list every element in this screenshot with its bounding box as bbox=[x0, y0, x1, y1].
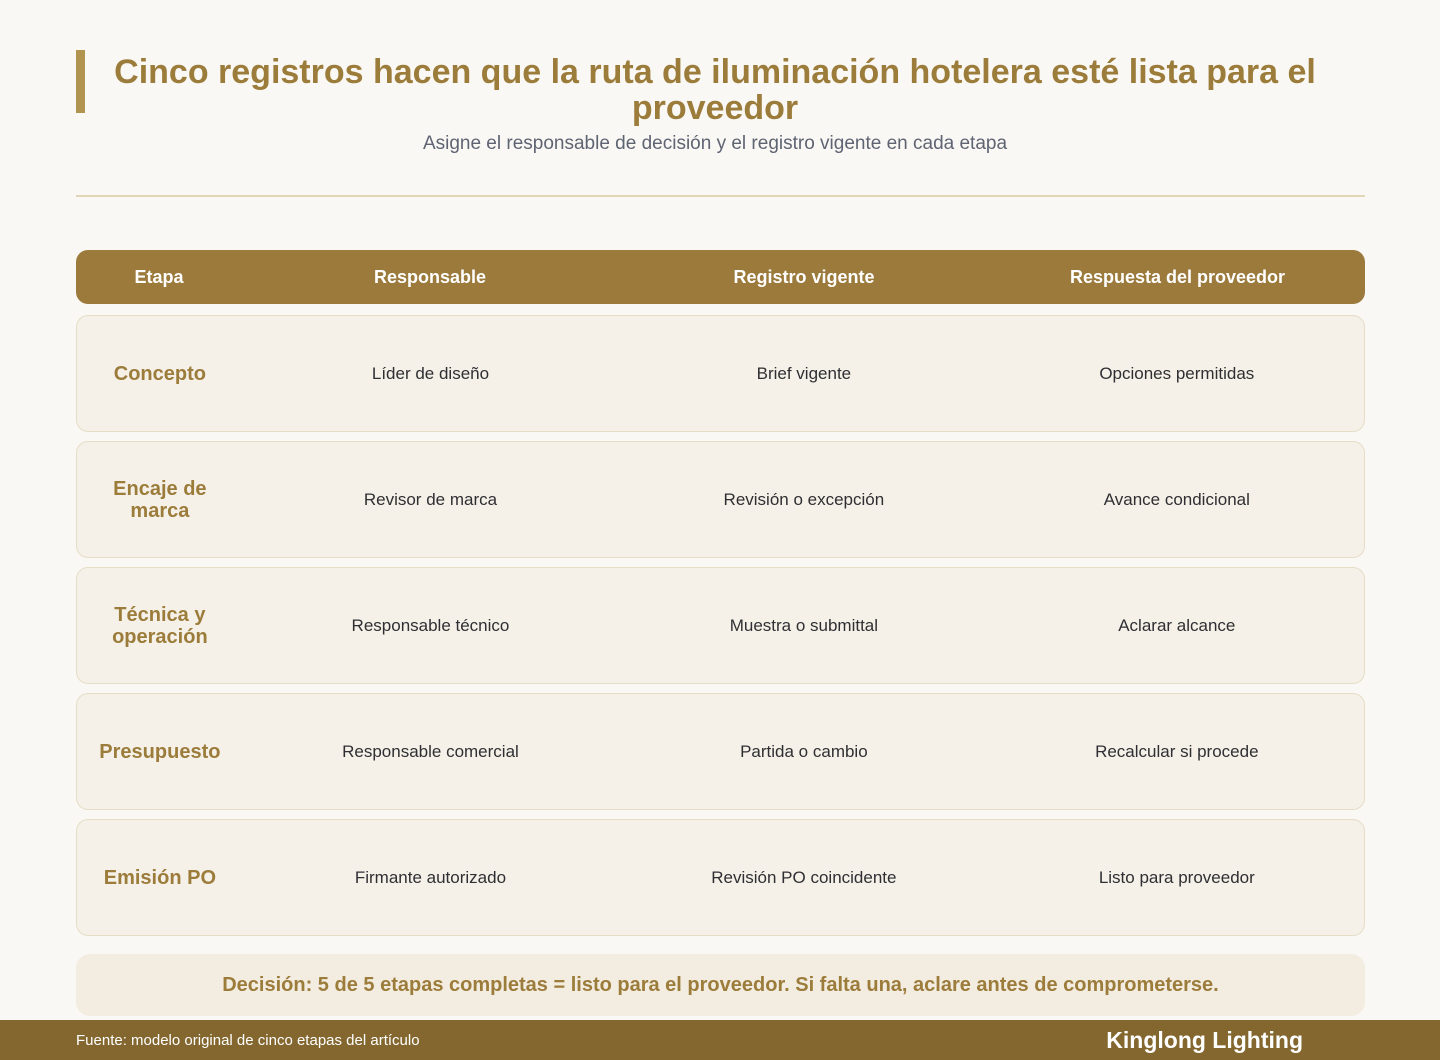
table-row bbox=[76, 441, 1365, 558]
source-note: Fuente: modelo original de cinco etapas del artículo bbox=[76, 1032, 420, 1049]
stage-label: Emisión PO bbox=[103, 866, 216, 889]
page-subtitle: Asigne el responsable de decisión y el registro vigente en cada etapa bbox=[422, 133, 1008, 154]
record-cell: Partida o cambio bbox=[740, 741, 868, 761]
stage-label: Técnica y operación bbox=[112, 603, 208, 648]
owner-cell: Líder de diseño bbox=[371, 363, 490, 383]
owner-cell: Revisor de marca bbox=[363, 489, 498, 509]
column-header-responsable: Responsable bbox=[373, 266, 487, 287]
stage-label: Concepto bbox=[113, 362, 206, 385]
table-body bbox=[76, 315, 1365, 945]
response-cell: Listo para proveedor bbox=[1098, 867, 1255, 887]
record-cell: Brief vigente bbox=[756, 363, 852, 383]
decision-callout: Decisión: 5 de 5 etapas completas = listo para el proveedor. Si falta una, aclare antes de comprometerse. bbox=[76, 954, 1365, 1016]
column-header-respuesta: Respuesta del proveedor bbox=[1069, 266, 1286, 287]
table-header bbox=[76, 250, 1365, 304]
table-row bbox=[76, 819, 1365, 936]
record-cell: Revisión PO coincidente bbox=[711, 867, 897, 887]
page-title: Cinco registros hacen que la ruta de iluminación hotelera esté lista para el proveedor bbox=[114, 53, 1316, 127]
response-cell: Avance condicional bbox=[1103, 489, 1250, 509]
header-divider bbox=[76, 195, 1365, 197]
table-row bbox=[76, 567, 1365, 684]
table-row bbox=[76, 693, 1365, 810]
response-cell: Opciones permitidas bbox=[1099, 363, 1255, 383]
table-row bbox=[76, 315, 1365, 432]
title-accent-bar bbox=[76, 50, 85, 113]
stage-label: Presupuesto bbox=[99, 740, 221, 763]
brand-name: Kinglong Lighting bbox=[1106, 1027, 1303, 1053]
stage-label: Encaje de marca bbox=[113, 477, 207, 522]
footer-bar bbox=[0, 1020, 1440, 1060]
column-header-registro: Registro vigente bbox=[733, 266, 875, 287]
owner-cell: Responsable técnico bbox=[351, 615, 510, 635]
owner-cell: Firmante autorizado bbox=[354, 867, 507, 887]
response-cell: Recalcular si procede bbox=[1095, 741, 1259, 761]
record-cell: Revisión o excepción bbox=[723, 489, 885, 509]
column-header-etapa: Etapa bbox=[134, 266, 184, 287]
record-cell: Muestra o submittal bbox=[729, 615, 879, 635]
owner-cell: Responsable comercial bbox=[342, 741, 519, 761]
response-cell: Aclarar alcance bbox=[1118, 615, 1236, 635]
